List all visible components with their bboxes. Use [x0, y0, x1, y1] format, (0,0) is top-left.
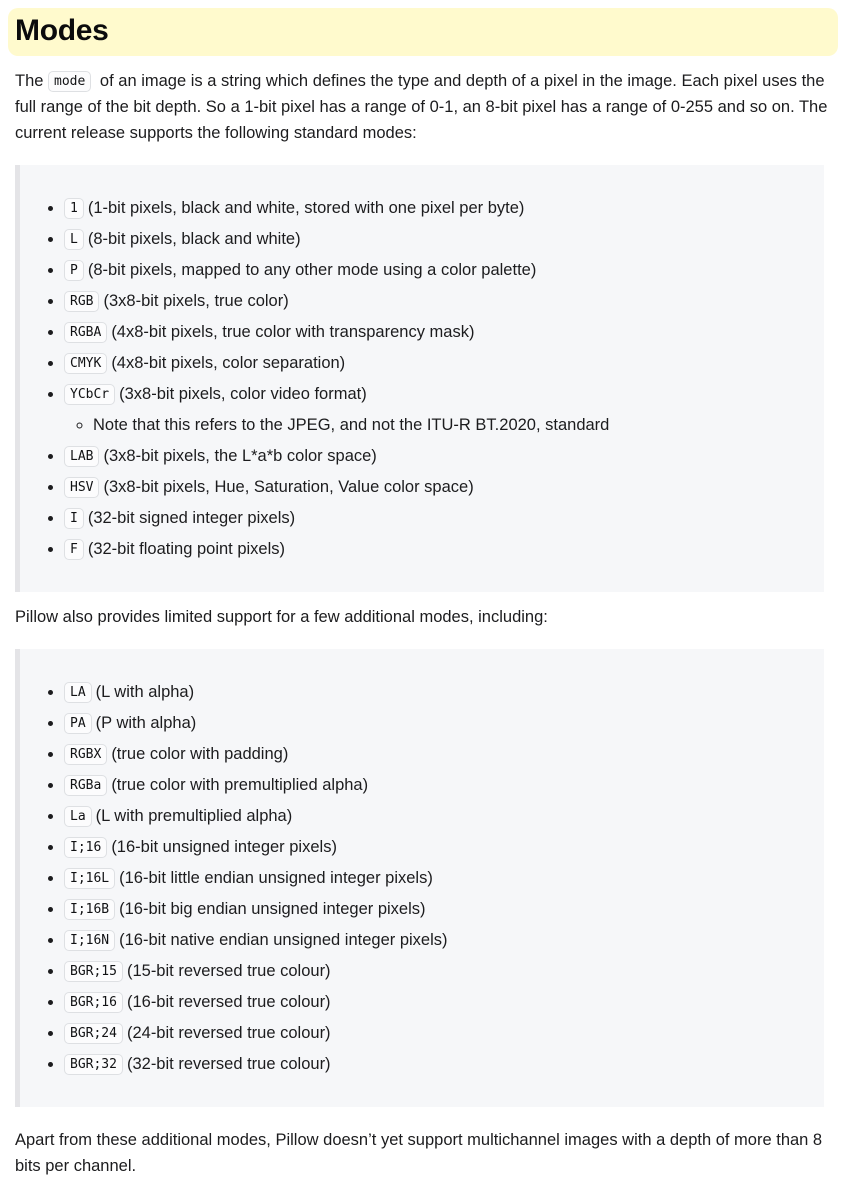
middle-paragraph: Pillow also provides limited support for a few additional modes, including: [15, 608, 548, 626]
mode-code-chip: YCbCr [64, 384, 115, 405]
mode-code-chip: 1 [64, 198, 84, 219]
mode-list-item [64, 958, 808, 984]
mode-code-chip: P [64, 260, 84, 281]
mode-list-item [64, 741, 808, 767]
mode-code-chip: I [64, 508, 84, 529]
mode-description: (8-bit pixels, mapped to any other mode using a color palette) [87, 261, 537, 279]
mode-description: (24-bit reversed true colour) [126, 1024, 331, 1042]
mode-code-chip: RGBA [64, 322, 107, 343]
intro-paragraph [15, 68, 831, 146]
mode-list-item [64, 505, 808, 531]
mode-description: (L with premultiplied alpha) [95, 807, 293, 825]
mode-description: (3x8-bit pixels, the L*a*b color space) [103, 447, 377, 465]
mode-list-item [64, 474, 808, 500]
mode-description: (4x8-bit pixels, true color with transparency mask) [111, 323, 475, 341]
mode-list-item [64, 195, 808, 221]
mode-note-list [64, 412, 808, 438]
closing-paragraph: Apart from these additional modes, Pillow doesn’t yet support multichannel images with a depth of more than 8 bits per channel. [15, 1131, 823, 1175]
mode-code-chip: LA [64, 682, 92, 703]
mode-list-item [64, 1051, 808, 1077]
mode-list-item [64, 865, 808, 891]
mode-code-chip: BGR;15 [64, 961, 123, 982]
mode-code-chip: BGR;24 [64, 1023, 123, 1044]
mode-description: (1-bit pixels, black and white, stored with one pixel per byte) [87, 199, 525, 217]
mode-code-chip: La [64, 806, 92, 827]
mode-description: (4x8-bit pixels, color separation) [111, 354, 346, 372]
mode-description: (3x8-bit pixels, Hue, Saturation, Value color space) [103, 478, 474, 496]
mode-description: (16-bit native endian unsigned integer pixels) [119, 931, 448, 949]
mode-code-chip: I;16 [64, 837, 107, 858]
mode-code-chip: LAB [64, 446, 99, 467]
mode-description: (32-bit signed integer pixels) [87, 509, 296, 527]
mode-description: (16-bit little endian unsigned integer pixels) [119, 869, 433, 887]
mode-list-item [64, 288, 808, 314]
mode-description: (3x8-bit pixels, true color) [103, 292, 289, 310]
inline-code-mode: mode [48, 71, 91, 92]
mode-code-chip: RGBX [64, 744, 107, 765]
mode-list-item [64, 443, 808, 469]
mode-code-chip: I;16B [64, 899, 115, 920]
mode-list-item [64, 927, 808, 953]
page-title-highlight [8, 8, 838, 56]
mode-list-item [64, 257, 808, 283]
mode-code-chip: BGR;32 [64, 1054, 123, 1075]
mode-description: (true color with padding) [111, 745, 289, 763]
mode-code-chip: F [64, 539, 84, 560]
mode-list-item [64, 226, 808, 252]
mode-list-item [64, 896, 808, 922]
mode-list-item [64, 803, 808, 829]
mode-description: (16-bit reversed true colour) [126, 993, 331, 1011]
mode-code-chip: PA [64, 713, 92, 734]
mode-description: (true color with premultiplied alpha) [111, 776, 369, 794]
mode-list-item [64, 1020, 808, 1046]
mode-note-text: Note that this refers to the JPEG, and not the ITU-R BT.2020, standard [93, 416, 610, 434]
mode-description: (32-bit reversed true colour) [126, 1055, 331, 1073]
mode-code-chip: BGR;16 [64, 992, 123, 1013]
mode-code-chip: CMYK [64, 353, 107, 374]
mode-list-item [64, 679, 808, 705]
mode-list-item [64, 536, 808, 562]
mode-description: (16-bit big endian unsigned integer pixels) [119, 900, 426, 918]
mode-list-item [64, 772, 808, 798]
mode-description: (8-bit pixels, black and white) [87, 230, 301, 248]
mode-description: (P with alpha) [95, 714, 197, 732]
mode-code-chip: HSV [64, 477, 99, 498]
mode-list-item [64, 834, 808, 860]
mode-code-chip: RGB [64, 291, 99, 312]
mode-description: (16-bit unsigned integer pixels) [111, 838, 337, 856]
intro-text-before: The [15, 72, 49, 90]
mode-code-chip: I;16N [64, 930, 115, 951]
page-title: Modes [15, 14, 109, 47]
standard-modes-list [20, 195, 808, 562]
mode-note-item [93, 412, 808, 438]
mode-description: (3x8-bit pixels, color video format) [119, 385, 367, 403]
mode-list-item [64, 989, 808, 1015]
mode-code-chip: RGBa [64, 775, 107, 796]
mode-description: (32-bit floating point pixels) [87, 540, 286, 558]
mode-list-item [64, 319, 808, 345]
mode-code-chip: L [64, 229, 84, 250]
standard-modes-panel [15, 165, 824, 592]
intro-text-after: of an image is a string which defines the type and depth of a pixel in the image. Each pixel uses the full range of the bit depth. So a 1-bit pixel has a range of 0-1, an 8-bit pixel has a range of 0-255 and so on. The current release supports the following standard modes: [15, 72, 828, 142]
mode-list-item [64, 381, 808, 438]
additional-modes-panel [15, 649, 824, 1107]
mode-description: (L with alpha) [95, 683, 195, 701]
mode-description: (15-bit reversed true colour) [126, 962, 331, 980]
mode-code-chip: I;16L [64, 868, 115, 889]
mode-list-item [64, 710, 808, 736]
mode-list-item [64, 350, 808, 376]
additional-modes-list [20, 679, 808, 1077]
